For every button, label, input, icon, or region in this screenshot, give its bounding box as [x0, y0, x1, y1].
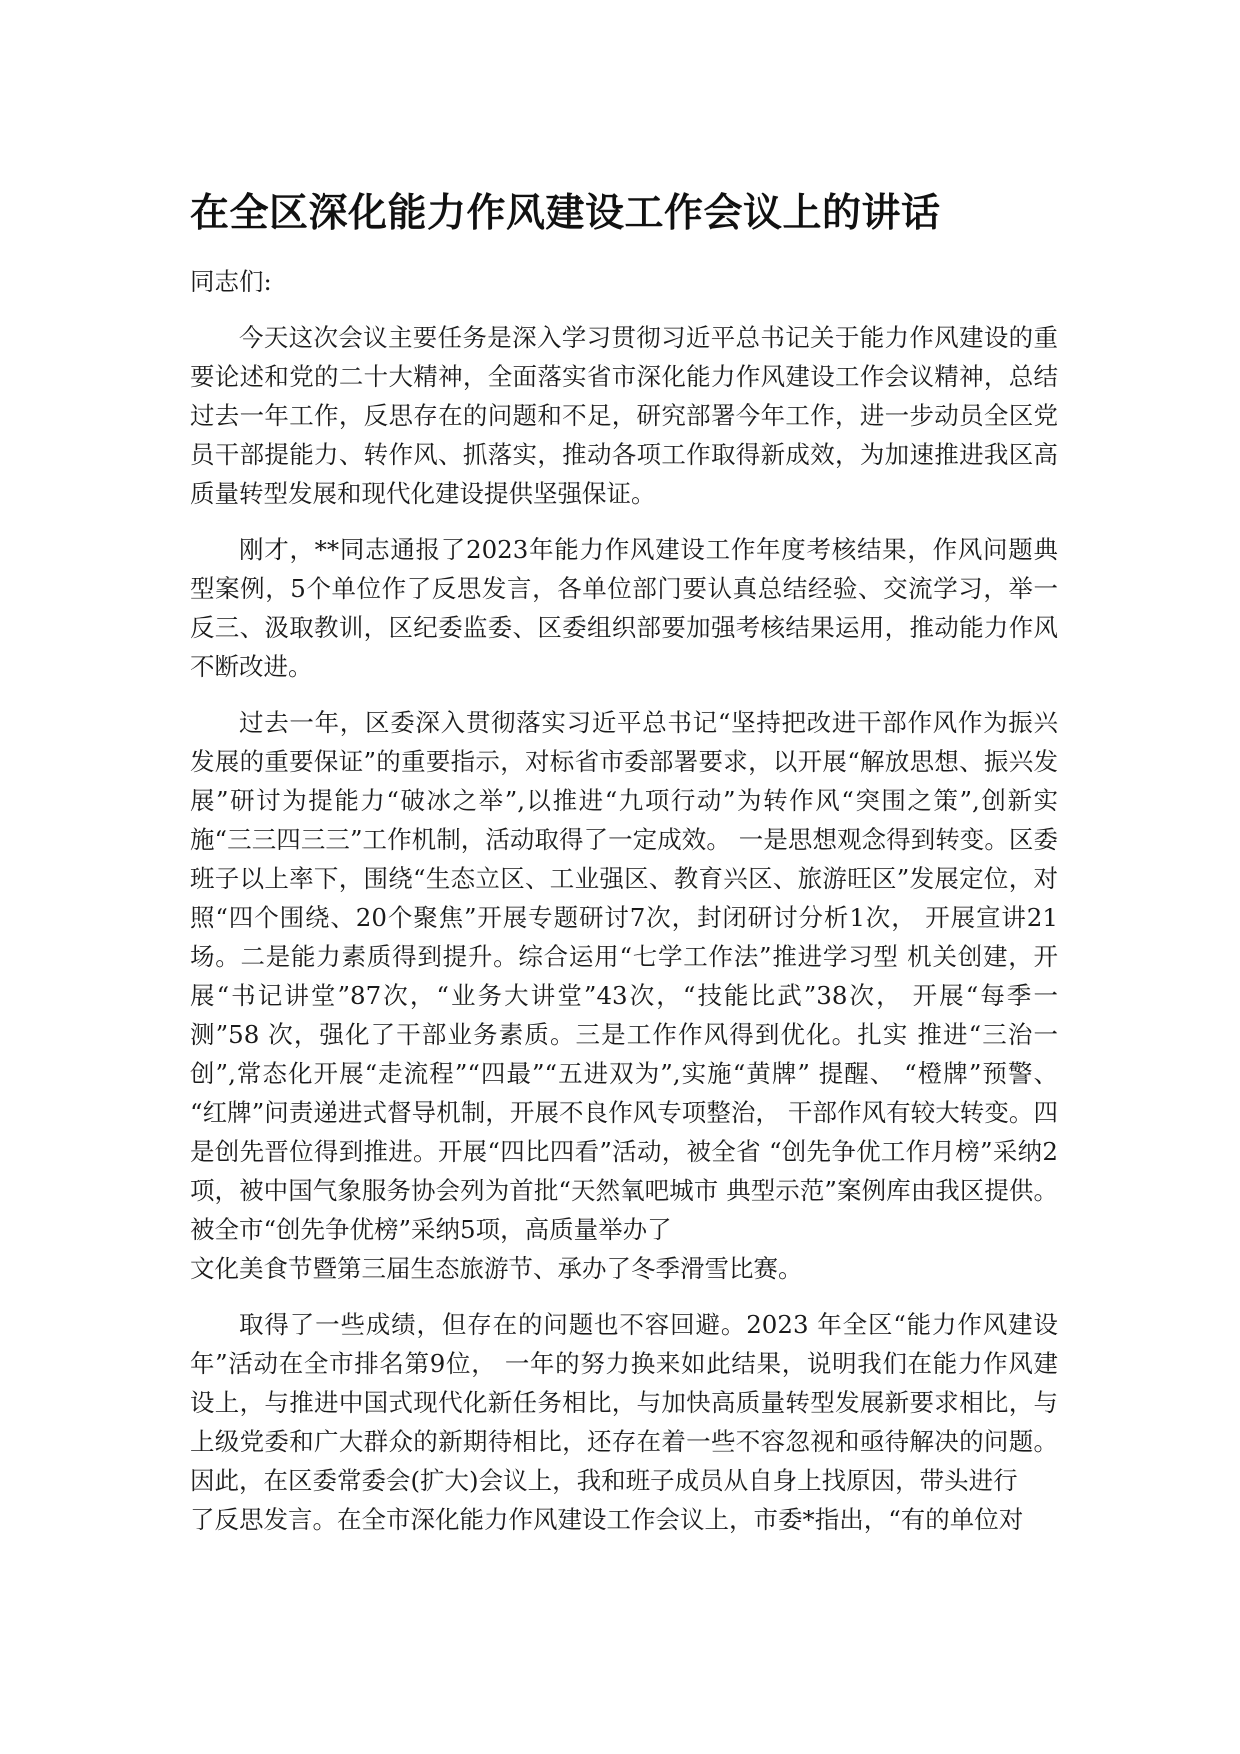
- paragraph-problems-tail: 了反思发言。在全市深化能力作风建设工作会议上，市委*指出，“有的单位对: [190, 1505, 1024, 1534]
- paragraph-assessment: 刚才，**同志通报了2023年能力作风建设工作年度考核结果，作风问题典 型案例，5个单位作了反思发言，各单位部门要认真总结经验、交流学习，举一 反三、汲取教训，区纪委监委、区委组织部要加强考核结果运用，推动能力作风 不断改进。: [190, 535, 1058, 681]
- salutation: 同志们:: [190, 267, 272, 296]
- paragraph-problems: 取得了一些成绩，但存在的问题也不容回避。2023 年全区“能力作风建设年”活动在全市排名第9位， 一年的努力换来如此结果，说明我们在能力作风建 设上，与推进中国式现代化新任务相比，与加快高质量转型发展新要求相比，与 上级党委和广大群众的新期待相比，还存在着一些不容忽视和亟待解决的问题。 因此，在区委常委会(扩大)会议上，我和班子成员从自身上找原因，带头进行: [190, 1310, 1058, 1495]
- document-title: 在全区深化能力作风建设工作会议上的讲话: [190, 191, 941, 236]
- paragraph-achievements-tail: 文化美食节暨第三届生态旅游节、承办了冬季滑雪比赛。: [190, 1254, 803, 1283]
- paragraph-intro: 今天这次会议主要任务是深入学习贯彻习近平总书记关于能力作风建设的重要论述和党的二十大精神，全面落实省市深化能力作风建设工作会议精神，总结过去一年工作，反思存在的问题和不足，研究部署今年工作，进一步动员全区党员干部提能力、转作风、抓落实，推动各项工作取得新成效，为加速推进我区高质量转型发展和现代化建设提供坚强保证。: [190, 323, 1058, 508]
- paragraph-achievements: 过去一年，区委深入贯彻落实习近平总书记“坚持把改进干部作风作为振兴发展的重要保证”的重要指示，对标省市委部署要求，以开展“解放思想、振兴发展”研讨为提能力“破冰之举”,以推进“九项行动”为转作风“突围之策”,创新实施“三三四三三”工作机制，活动取得了一定成效。 一是思想观念得到转变。区委班子以上率下，围绕“生态立区、工业强区、教育兴区、旅游旺区”发展定位，对照“四个围绕、20个聚焦”开展专题研讨7次，封闭研讨分析1次， 开展宣讲21 场。二是能力素质得到提升。综合运用“七学工作法”推进学习型 机关创建，开展“书记讲堂”87次，“业务大讲堂”43次，“技能比武”38次， 开展“每季一测”58 次，强化了干部业务素质。三是工作作风得到优化。扎实 推进“三治一创”,常态化开展“走流程”“四最”“五进双为”,实施“黄牌” 提醒、 “橙牌”预警、 “红牌”问责递进式督导机制，开展不良作风专项整治， 干部作风有较大转变。四是创先晋位得到推进。开展“四比四看”活动，被全省 “创先争优工作月榜”采纳2项，被中国气象服务协会列为首批“天然氧吧城市 典型示范”案例库由我区提供。被全市“创先争优榜”采纳5项，高质量举办了: [190, 708, 1058, 1244]
- document-body: [190, 262, 1058, 1539]
